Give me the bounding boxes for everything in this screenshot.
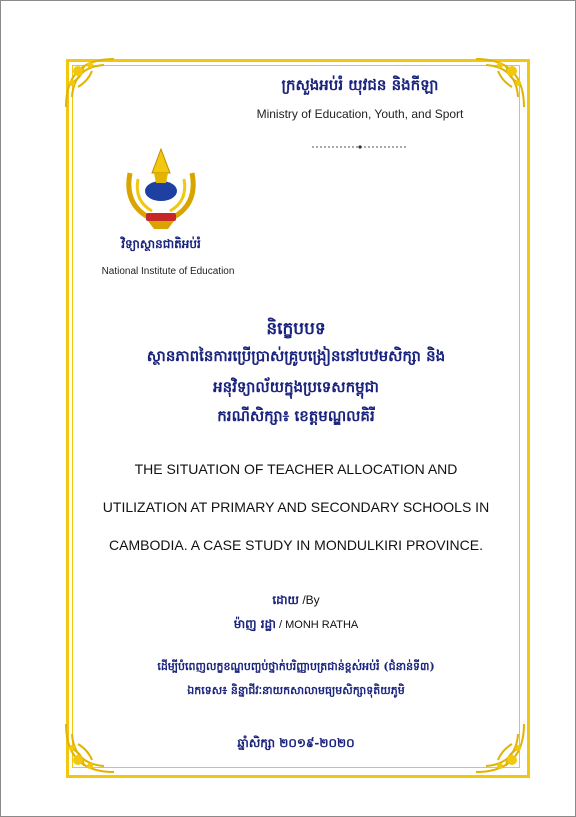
by-khmer: ដោយ bbox=[272, 593, 299, 607]
degree-requirement-line-1: ដើម្បីបំពេញលក្ខខណ្ឌបញ្ចប់ថ្នាក់បរិញ្ញាបត្រជាន់ខ្ពស់អប់រំ (ជំនាន់ទី៣) bbox=[157, 660, 435, 673]
corner-ornament-icon bbox=[474, 722, 526, 774]
corner-ornament-icon bbox=[474, 57, 526, 109]
author-name-khmer: ម៉ាញ រដ្ឋា bbox=[233, 617, 276, 631]
institute-name-khmer: វិទ្យាស្ថានជាតិអប់រំ bbox=[121, 237, 201, 251]
author-name-english: / MONH RATHA bbox=[279, 619, 359, 631]
thesis-type-khmer: និក្ខេបបទ bbox=[266, 319, 326, 339]
divider-ornament-icon bbox=[312, 145, 408, 149]
degree-requirement-line-2: ឯកទេស៖ និន្នាជីវៈនាយកសាលាមធ្យមសិក្សាទុតិយភូមិ bbox=[187, 684, 405, 697]
thesis-title-khmer-line-3: ករណីសិក្សា៖ ខេត្តមណ្ឌលគិរី bbox=[217, 407, 375, 425]
academic-year: ឆ្នាំសិក្សា ២០១៩-២០២០ bbox=[237, 736, 355, 750]
corner-ornament-icon bbox=[64, 722, 116, 774]
thesis-title-english-line-1: THE SITUATION OF TEACHER ALLOCATION AND bbox=[134, 461, 458, 477]
ministry-name-khmer: ក្រសួងអប់រំ យុវជន និងកីឡា bbox=[281, 76, 439, 94]
institute-emblem-icon bbox=[118, 143, 204, 231]
thesis-title-english-line-2: UTILIZATION AT PRIMARY AND SECONDARY SCHOOLS IN bbox=[102, 499, 490, 515]
author-line bbox=[166, 616, 426, 634]
corner-ornament-icon bbox=[64, 57, 116, 109]
by-english: /By bbox=[302, 593, 320, 607]
thesis-title-khmer-line-2: អនុវិទ្យាល័យក្នុងប្រទេសកម្ពុជា bbox=[213, 378, 379, 396]
thesis-title-english-line-3: CAMBODIA. A CASE STUDY IN MONDULKIRI PROVINCE. bbox=[109, 537, 483, 553]
institute-name-english: National Institute of Education bbox=[101, 266, 235, 277]
thesis-title-khmer-line-1: ស្ថានភាពនៃការប្រើប្រាស់គ្រូបង្រៀននៅបឋមសិក្សា និង bbox=[146, 347, 446, 365]
ministry-name-english: Ministry of Education, Youth, and Sport bbox=[256, 107, 464, 121]
by-line bbox=[186, 592, 406, 610]
